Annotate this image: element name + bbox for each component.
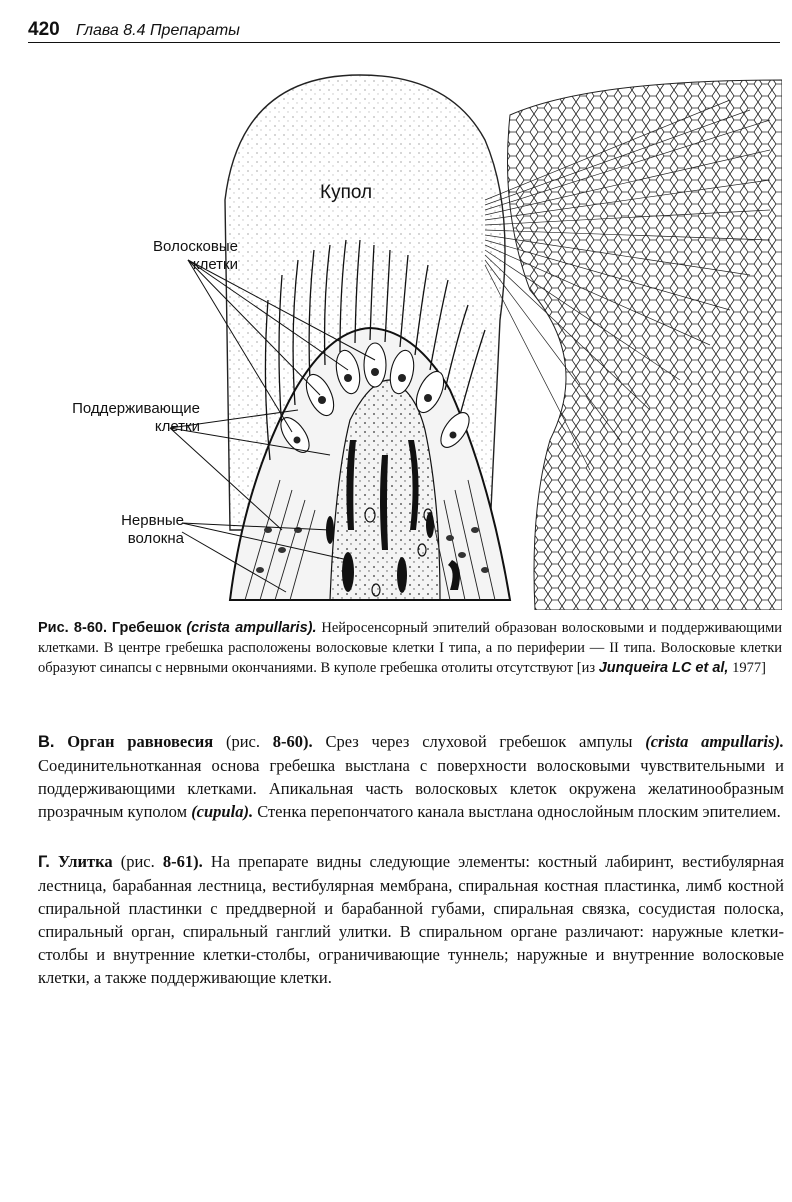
- section-cochlea: [38, 850, 784, 989]
- section-text-b: Соединительнотканная основа гребешка выстлана с поверхности волосковыми чувствительными и поддерживающими клетками. Апикальная часть волосковых клеток окружена желатинообразным прозрачным куполом: [38, 756, 784, 821]
- section-latin-b: (cupula).: [191, 802, 254, 821]
- caption-fig-ref: Рис. 8-60.: [38, 620, 107, 636]
- section-balance-organ: [38, 730, 784, 823]
- section-marker: В.: [38, 733, 55, 751]
- caption-title-latin: (crista ampullaris).: [186, 620, 317, 636]
- caption-title: Гребешок: [111, 620, 182, 636]
- caption-source: Junqueira LC et al,: [598, 660, 729, 676]
- section-term: Орган равновесия: [67, 732, 214, 751]
- page-header: [28, 18, 780, 43]
- section-term: Улитка: [58, 852, 113, 871]
- section-text: На препарате видны следующие элементы: костный лабиринт, вестибулярная лестница, барабанная лестница, вестибулярная мембрана, спиральная костная пластинка, лимб костной спиральной пластинки с преддверной и барабанной губами, спиральная связка, сосудистая полоска, спиральный орган, спиральный ганглий улитки. В спиральном органе различают: наружные клетки-столбы и внутренние клетки-столбы, ограничивающие туннель; наружные и внутренние волосковые клетки, а также поддерживающие клетки.: [38, 852, 785, 987]
- label-hair-cells: Волосковые клетки: [153, 238, 238, 273]
- section-ref-num: 8-61).: [162, 852, 203, 871]
- caption-source-year: 1977]: [732, 660, 766, 676]
- label-dome: Купол: [320, 182, 373, 203]
- running-head: Глава 8.4 Препараты: [76, 22, 240, 39]
- section-text-a: Срез через слуховой гребешок ампулы: [325, 732, 633, 751]
- section-ref-open: (рис.: [225, 732, 261, 751]
- section-text-c: Стенка перепончатого канала выстлана однослойным плоским эпителием.: [257, 802, 781, 821]
- figure-crista-ampullaris: [30, 60, 782, 610]
- label-nerve-fibers: Нервные волокна: [121, 512, 184, 547]
- label-supporting-cells: Поддерживающие клетки: [72, 400, 200, 435]
- section-ref-open: (рис.: [120, 852, 155, 871]
- caption-text: Нейросенсорный эпителий образован волосковыми и поддерживающими клетками. В центре гребешка расположены волосковые клетки I типа, а по периферии — II типа. Волосковые клетки образуют синапсы с нервными окончаниями. В куполе гребешка отолиты отсутствуют [из: [38, 620, 783, 676]
- section-latin-a: (crista ampullaris).: [645, 732, 785, 751]
- figure-caption: [38, 618, 782, 678]
- section-ref-num: 8-60).: [272, 732, 313, 751]
- section-marker: Г.: [38, 853, 50, 871]
- page-number: 420: [28, 19, 60, 40]
